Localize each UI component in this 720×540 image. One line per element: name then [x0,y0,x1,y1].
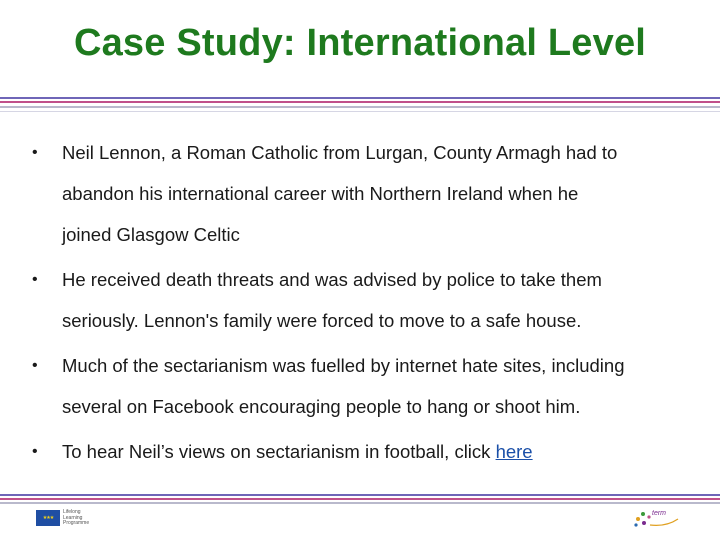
eu-programme-logo [36,510,93,527]
eu-label-line: Programme [63,520,90,526]
footer-divider [0,502,720,504]
bullet-item [30,345,700,427]
header-divider [0,106,720,108]
here-link[interactable]: here [495,441,533,462]
eu-label-line: Lifelong [63,509,81,515]
bullet-item [30,259,700,341]
eu-programme-label [63,510,93,527]
eu-flag-icon: ★★★ [36,510,60,526]
bullet-line: Neil Lennon, a Roman Catholic from Lurgan, County Armagh had to [62,142,618,163]
bullet-line: Much of the sectarianism was fuelled by internet hate sites, including [62,355,625,376]
bullet-line: joined Glasgow Celtic [62,224,240,245]
footer-divider [0,494,720,496]
bullet-icon: • [32,144,38,161]
partner-logo-label: term [652,510,666,517]
bullet-line: abandon his international career with Northern Ireland when he [62,183,579,204]
header-divider [0,111,720,112]
footer-divider [0,498,720,500]
header-divider [0,101,720,103]
bullet-line: He received death threats and was advised by police to take them [62,269,602,290]
bullet-icon: • [32,357,38,374]
bullet-line: several on Facebook encouraging people to hang or shoot him. [62,396,581,417]
bullet-icon: • [32,271,38,288]
bullet-icon: • [32,443,38,460]
slide-title: Case Study: International Level [73,22,647,64]
eu-label-line: Learning [63,514,83,521]
partner-logo-icon [630,505,682,531]
header-divider [0,97,720,99]
bullet-item [30,132,700,255]
bullet-item [30,431,700,472]
bullet-line: seriously. Lennon's family were forced to move to a safe house. [62,310,582,331]
bullet-list [30,132,700,476]
bullet-text: To hear Neil’s views on sectarianism in football, click [62,441,496,462]
bullet-line [62,431,700,472]
